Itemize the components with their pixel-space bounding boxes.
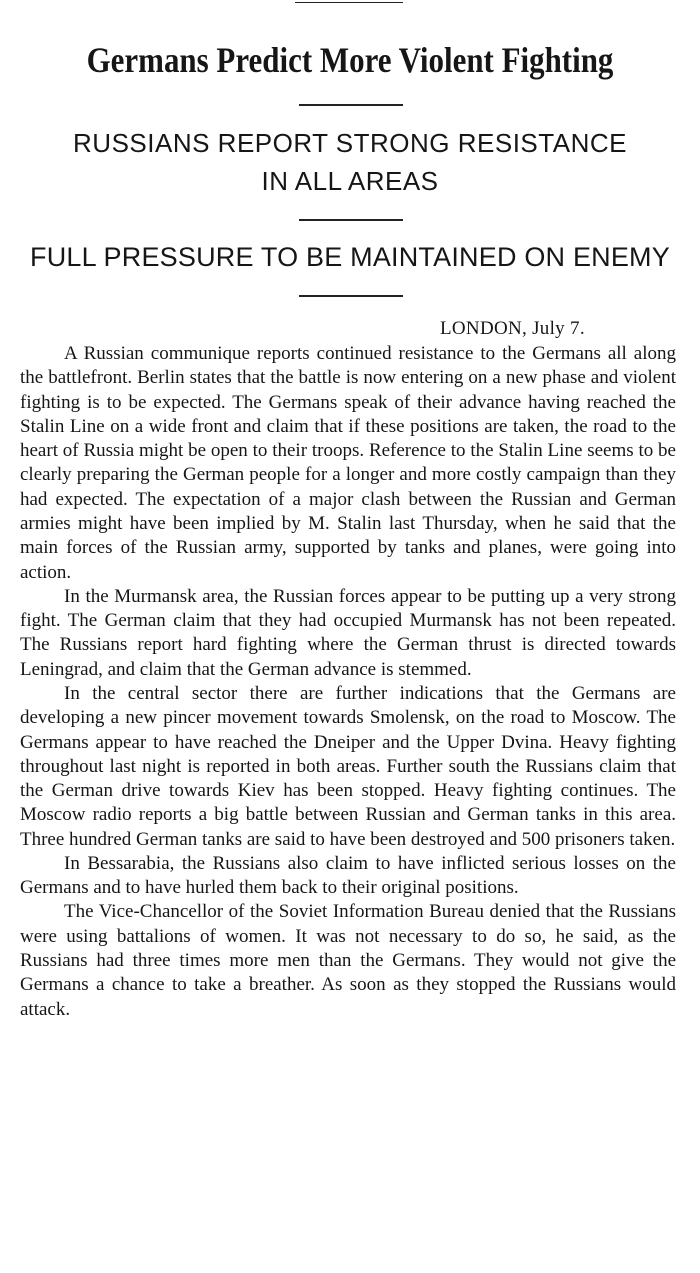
deck-divider-rule xyxy=(299,295,403,297)
top-divider-rule xyxy=(295,2,403,3)
article-paragraph: The Vice-Chancellor of the Soviet Information Bureau denied that the Russians were using battalions of women. It was not necessary to do so, he said, as the Russians had three times more men than the Germans. They would not give the Germans a chance to take a breather. As soon as they stopped the Russians would attack. xyxy=(20,901,676,1020)
subheadline xyxy=(0,124,700,200)
article-body xyxy=(20,342,676,1022)
deck-headline: FULL PRESSURE TO BE MAINTAINED ON ENEMY xyxy=(30,242,670,272)
headline-divider-rule xyxy=(299,104,403,106)
article-paragraph: A Russian communique reports continued resistance to the Germans all along the battlefront. Berlin states that the battle is now entering on a new phase and violent fighting is to be expected. The Germans speak of their advance having reached the Stalin Line on a wide front and claim that if these positions are taken, the road to the heart of Russia might be open to their troops. Reference to the Stalin Line seems to be clearly preparing the German people for a longer and more costly campaign than they had expected. The expectation of a major clash between the Russian and German armies might have been implied by M. Stalin last Thursday, when he said that the main forces of the Russian army, supported by tanks and planes, were going into action. xyxy=(20,343,676,583)
article-paragraph: In Bessarabia, the Russians also claim to have inflicted serious losses on the Germans and to have hurled them back to their original positions. xyxy=(20,852,676,899)
subheadline-line-1: RUSSIANS REPORT STRONG RESISTANCE xyxy=(73,128,627,158)
article-paragraph: In the central sector there are further indications that the Germans are developing a new pincer movement towards Smolensk, on the road to Moscow. The Germans appear to have reached the Dneiper and the Upper Dvina. Heavy fighting throughout last night is reported in both areas. Further south the Russians claim that the German drive towards Kiev has been stopped. Heavy fighting continues. The Moscow radio reports a big battle between Russian and German tanks in this area. Three hundred German tanks are said to have been destroyed and 500 prisoners taken. xyxy=(20,682,676,850)
subhead-divider-rule xyxy=(299,219,403,221)
article-paragraph: In the Murmansk area, the Russian forces appear to be putting up a very strong fight. The German claim that they had occupied Murmansk has not been repeated. The Russians report hard fighting where the German thrust is directed towards Leningrad, and claim that the German advance is stemmed. xyxy=(20,585,676,680)
subheadline-line-2: IN ALL AREAS xyxy=(261,166,439,196)
dateline: LONDON, July 7. xyxy=(440,318,585,339)
headline: Germans Predict More Violent Fighting xyxy=(86,40,614,80)
